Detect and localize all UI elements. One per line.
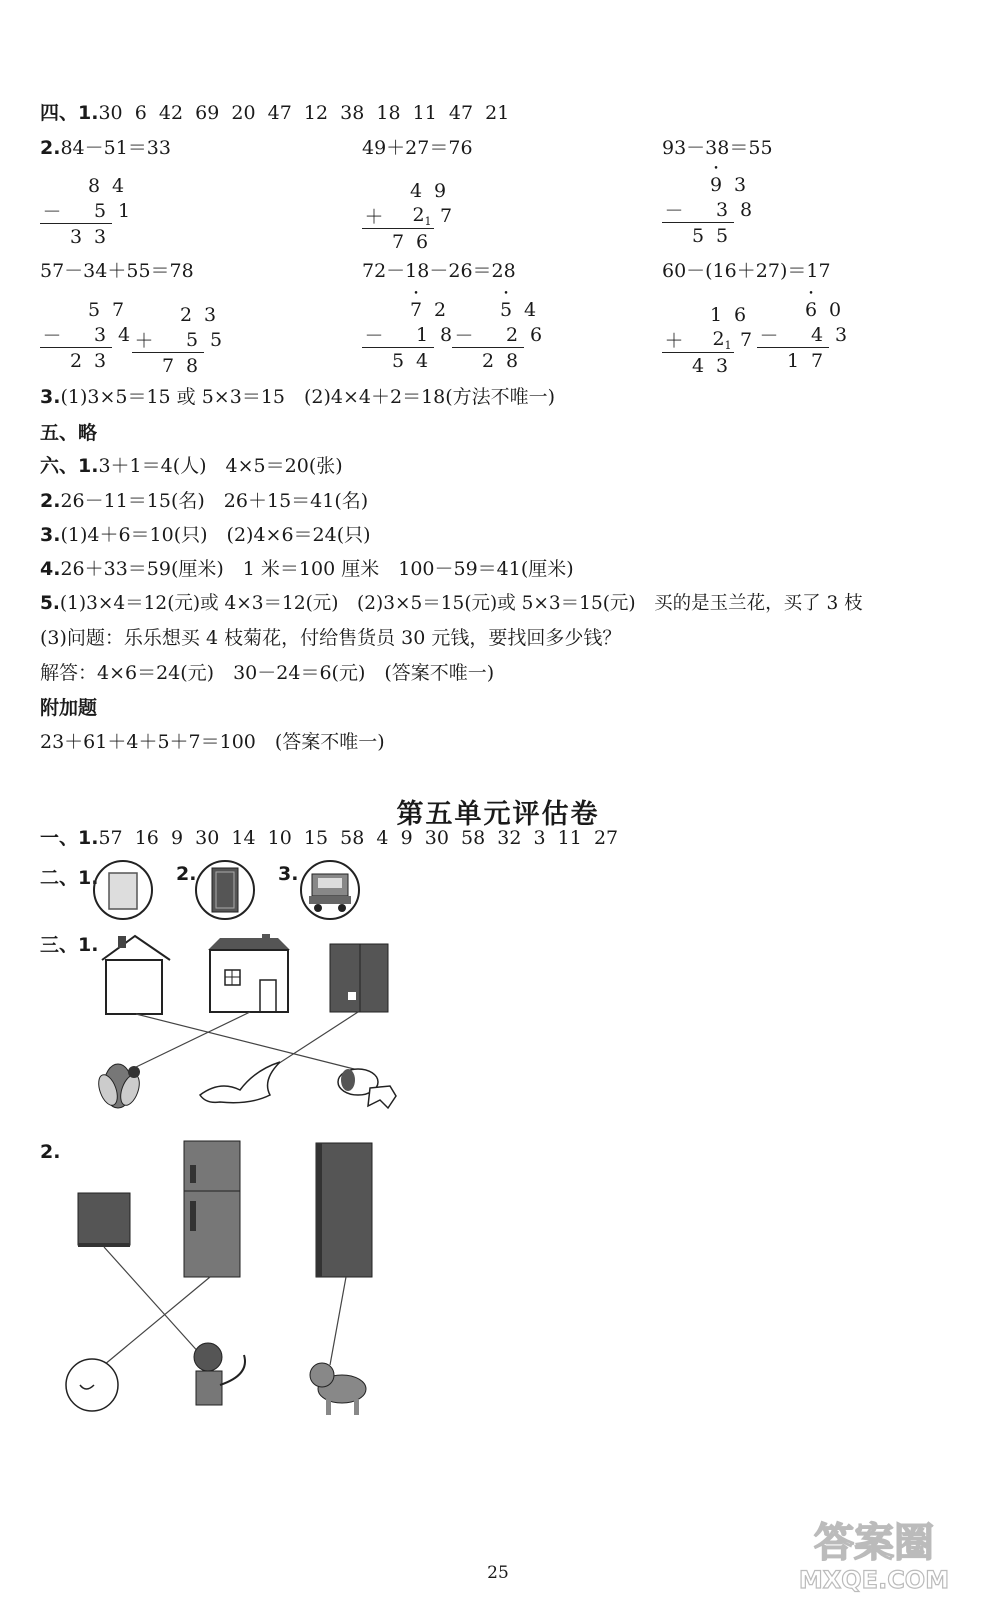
u5-s3-2: 2. [40, 1141, 61, 1163]
matching-figure-1 [90, 930, 410, 1115]
eq-e: 72－18－26＝28 [362, 260, 516, 282]
unit5-title: 第五单元评估卷 [396, 799, 600, 830]
s6-line5: 5.(1)3×4＝12(元)或 4×3＝12(元) (2)3×5＝15(元)或 5×3＝15(元) 买的是玉兰花，买了 3 枝 [40, 593, 863, 614]
s4-line3: 3.(1)3×5＝15 或 5×3＝15 (2)4×4＋2＝18(方法不唯一) [40, 386, 556, 408]
vertical-calc-d2: 2 3 ＋ 5 5 7 8 [150, 302, 228, 378]
vertical-calc-d1: 5 7 － 3 4 2 3 [58, 297, 136, 373]
s4-l1-label: 四、1. [40, 102, 99, 124]
vertical-calc-f2: • 6 0 － 4 3 1 7 [775, 297, 853, 373]
u5-s1: 一、1.57 16 9 30 14 10 15 58 4 9 30 58 32 3 11 27 [40, 827, 619, 849]
vertical-calc-b: 4 9 ＋ $2_1$ 7 7 6 [380, 178, 458, 254]
extra-label: 附加题 [40, 697, 98, 719]
u5-s2-b: 2. [176, 863, 197, 885]
svg-text:MXQE.COM: MXQE.COM [798, 1566, 950, 1594]
s6-line1: 六、1.3＋1＝4(人) 4×5＝20(张) [40, 455, 343, 477]
view-choices-figure [90, 858, 370, 924]
u5-s2-c: 3. [278, 863, 299, 885]
matching-figure-2 [60, 1135, 390, 1425]
vertical-calc-e1: • 7 2 － 1 8 5 4 [380, 297, 458, 373]
svg-text:答案圈: 答案圈 [814, 1520, 934, 1566]
vertical-calc-e2: • 5 4 － 2 6 2 8 [470, 297, 548, 373]
u5-s2-label: 二、1. [40, 867, 99, 889]
digit: 8 [87, 174, 101, 197]
s6-line4: 4.26＋33＝59(厘米) 1 米＝100 厘米 100－59＝41(厘米) [40, 558, 574, 580]
eq-b: 49＋27＝76 [362, 137, 473, 159]
s4-l1-values: 30 6 42 69 20 47 12 38 18 11 47 21 [98, 102, 510, 124]
page-number: 25 [487, 1563, 509, 1583]
s4-line2 [40, 136, 171, 160]
vertical-calc-c: • 9 3 － 3 8 5 5 [680, 172, 758, 248]
s6-line7: 解答：4×6＝24(元) 30－24＝6(元) (答案不唯一) [40, 662, 495, 684]
s6-line3: 3.(1)4＋6＝10(只) (2)4×6＝24(只) [40, 524, 371, 546]
eq-a: 84－51＝33 [60, 137, 171, 159]
vertical-calc-a: 8 4 － 5 1 3 3 [58, 173, 136, 249]
s5-label: 五、略 [40, 422, 98, 444]
eq-d: 57－34＋55＝78 [40, 260, 194, 282]
eq-c: 93－38＝55 [662, 137, 773, 159]
extra-text: 23＋61＋4＋5＋7＝100 (答案不唯一) [40, 731, 385, 753]
s6-line2: 2.26－11＝15(名) 26＋15＝41(名) [40, 490, 369, 512]
s4-l2-label: 2. [40, 137, 61, 159]
s4-line1 [40, 101, 509, 125]
vertical-calc-f1: 1 6 ＋ $2_1$ 7 4 3 [680, 302, 758, 378]
eq-f: 60－(16＋27)＝17 [662, 260, 831, 282]
watermark-logo [764, 1508, 984, 1594]
s6-line6: (3)问题：乐乐想买 4 枝菊花，付给售货员 30 元钱，要找回多少钱？ [40, 627, 622, 649]
u5-s3-label: 三、1. [40, 934, 99, 956]
